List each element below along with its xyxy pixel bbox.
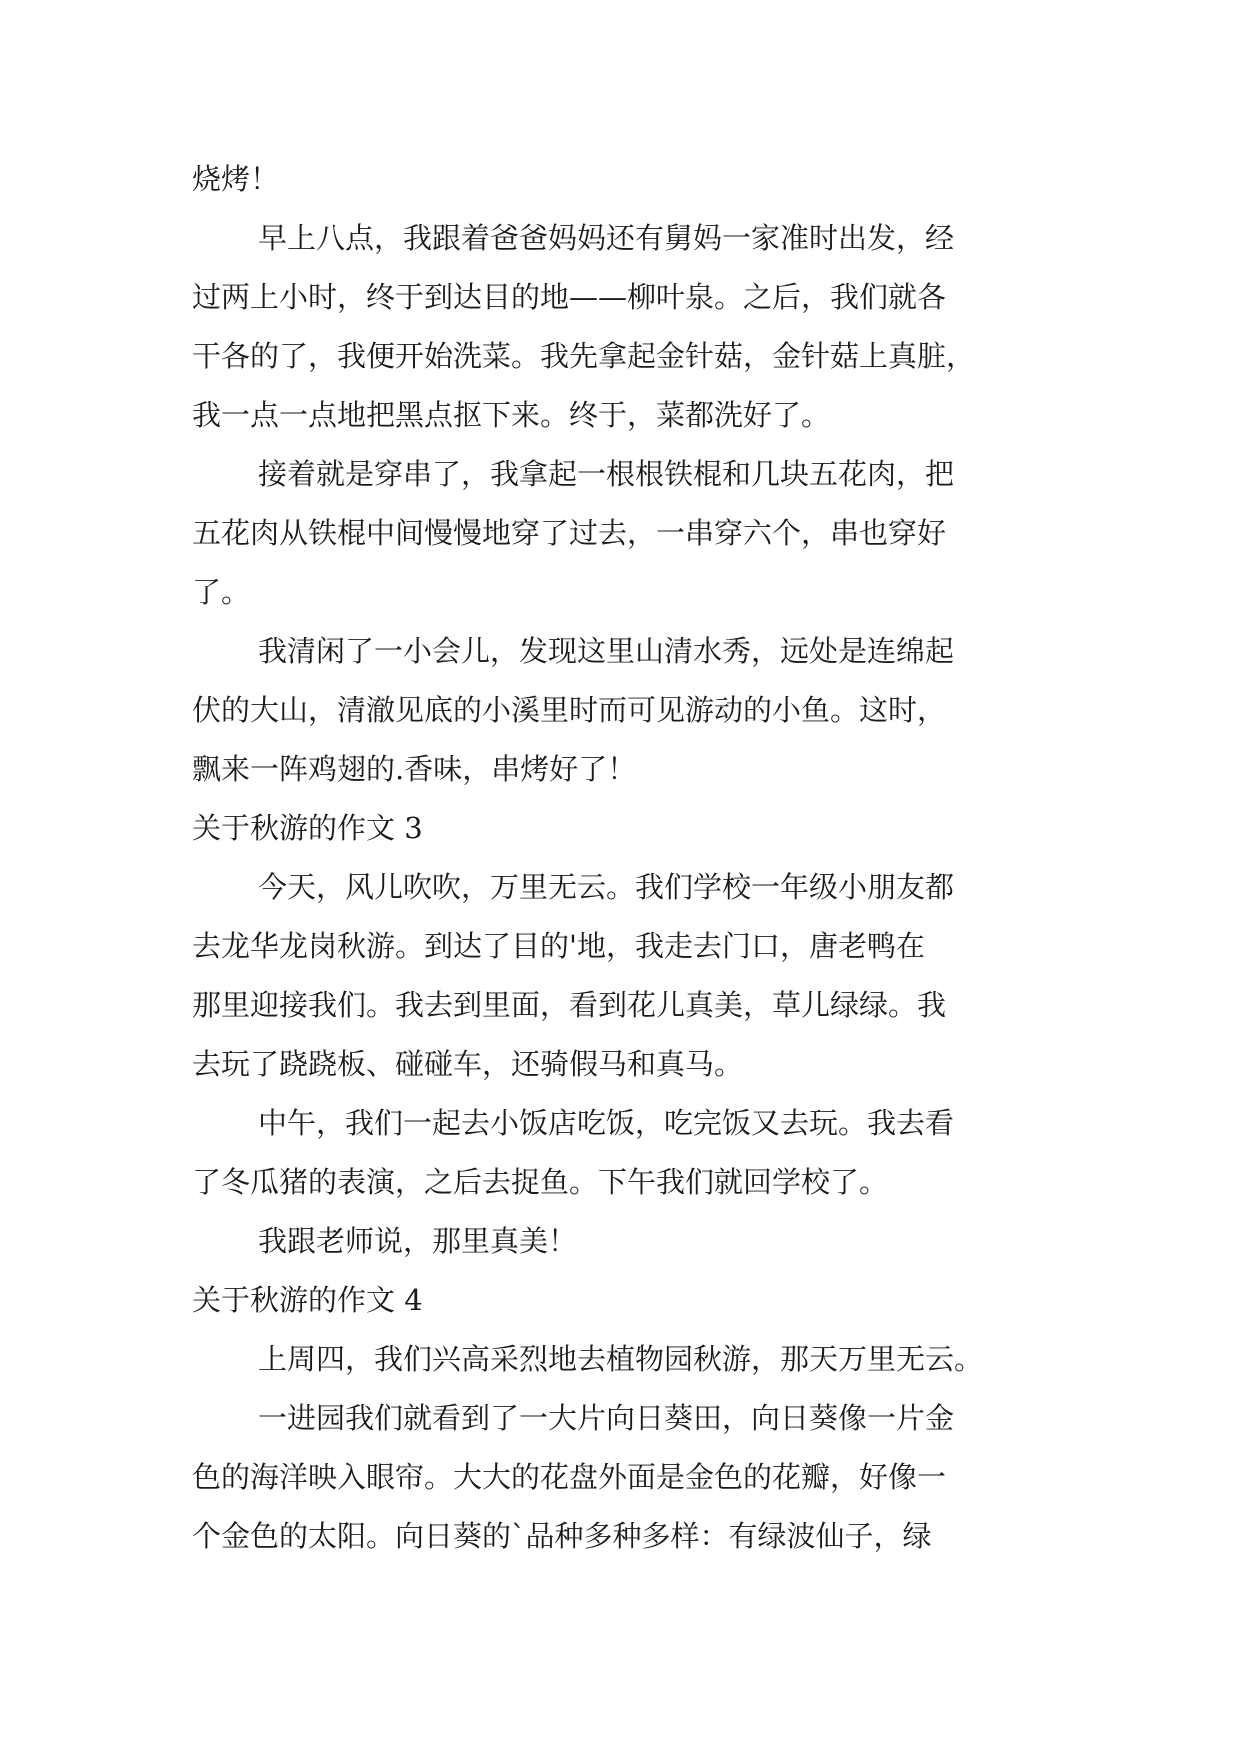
text-line: 五花肉从铁棍中间慢慢地穿了过去，一串穿六个，串也穿好 <box>192 516 947 550</box>
text-line: 上周四，我们兴高采烈地去植物园秋游，那天万里无云。 <box>258 1342 984 1376</box>
text-line: 了。 <box>192 575 251 609</box>
text-line: 飘来一阵鸡翅的.香味，串烤好了！ <box>192 752 637 786</box>
text-line: 早上八点，我跟着爸爸妈妈还有舅妈一家准时出发，经 <box>258 221 955 255</box>
text-line: 干各的了，我便开始洗菜。我先拿起金针菇，金针菇上真脏， <box>192 339 976 373</box>
text-line: 个金色的太阳。向日葵的`品种多种多样：有绿波仙子，绿 <box>192 1519 932 1553</box>
text-line: 我清闲了一小会儿，发现这里山清水秀，远处是连绵起 <box>258 634 955 668</box>
section-heading: 关于秋游的作文 4 <box>192 1283 423 1317</box>
text-line: 中午，我们一起去小饭店吃饭，吃完饭又去玩。我去看 <box>258 1106 955 1140</box>
text-line: 去龙华龙岗秋游。到达了目的'地，我走去门口，唐老鸭在 <box>192 929 925 963</box>
text-line: 了冬瓜猪的表演，之后去捉鱼。下午我们就回学校了。 <box>192 1165 889 1199</box>
section-heading: 关于秋游的作文 3 <box>192 811 423 845</box>
text-line: 我跟老师说，那里真美！ <box>258 1224 578 1258</box>
text-line: 今天，风儿吹吹，万里无云。我们学校一年级小朋友都 <box>258 870 955 904</box>
text-line: 一进园我们就看到了一大片向日葵田，向日葵像一片金 <box>258 1401 955 1435</box>
text-line: 接着就是穿串了，我拿起一根根铁棍和几块五花肉，把 <box>258 457 955 491</box>
text-line: 去玩了跷跷板、碰碰车，还骑假马和真马。 <box>192 1047 744 1081</box>
text-line: 那里迎接我们。我去到里面，看到花儿真美，草儿绿绿。我 <box>192 988 947 1022</box>
text-line: 烧烤！ <box>192 162 280 196</box>
document-body <box>192 150 1072 1566</box>
text-line: 过两上小时，终于到达目的地——柳叶泉。之后，我们就各 <box>192 280 947 314</box>
text-line: 我一点一点地把黑点抠下来。终于，菜都洗好了。 <box>192 398 831 432</box>
text-line: 伏的大山，清澈见底的小溪里时而可见游动的小鱼。这时， <box>192 693 947 727</box>
text-line: 色的海洋映入眼帘。大大的花盘外面是金色的花瓣，好像一 <box>192 1460 947 1494</box>
